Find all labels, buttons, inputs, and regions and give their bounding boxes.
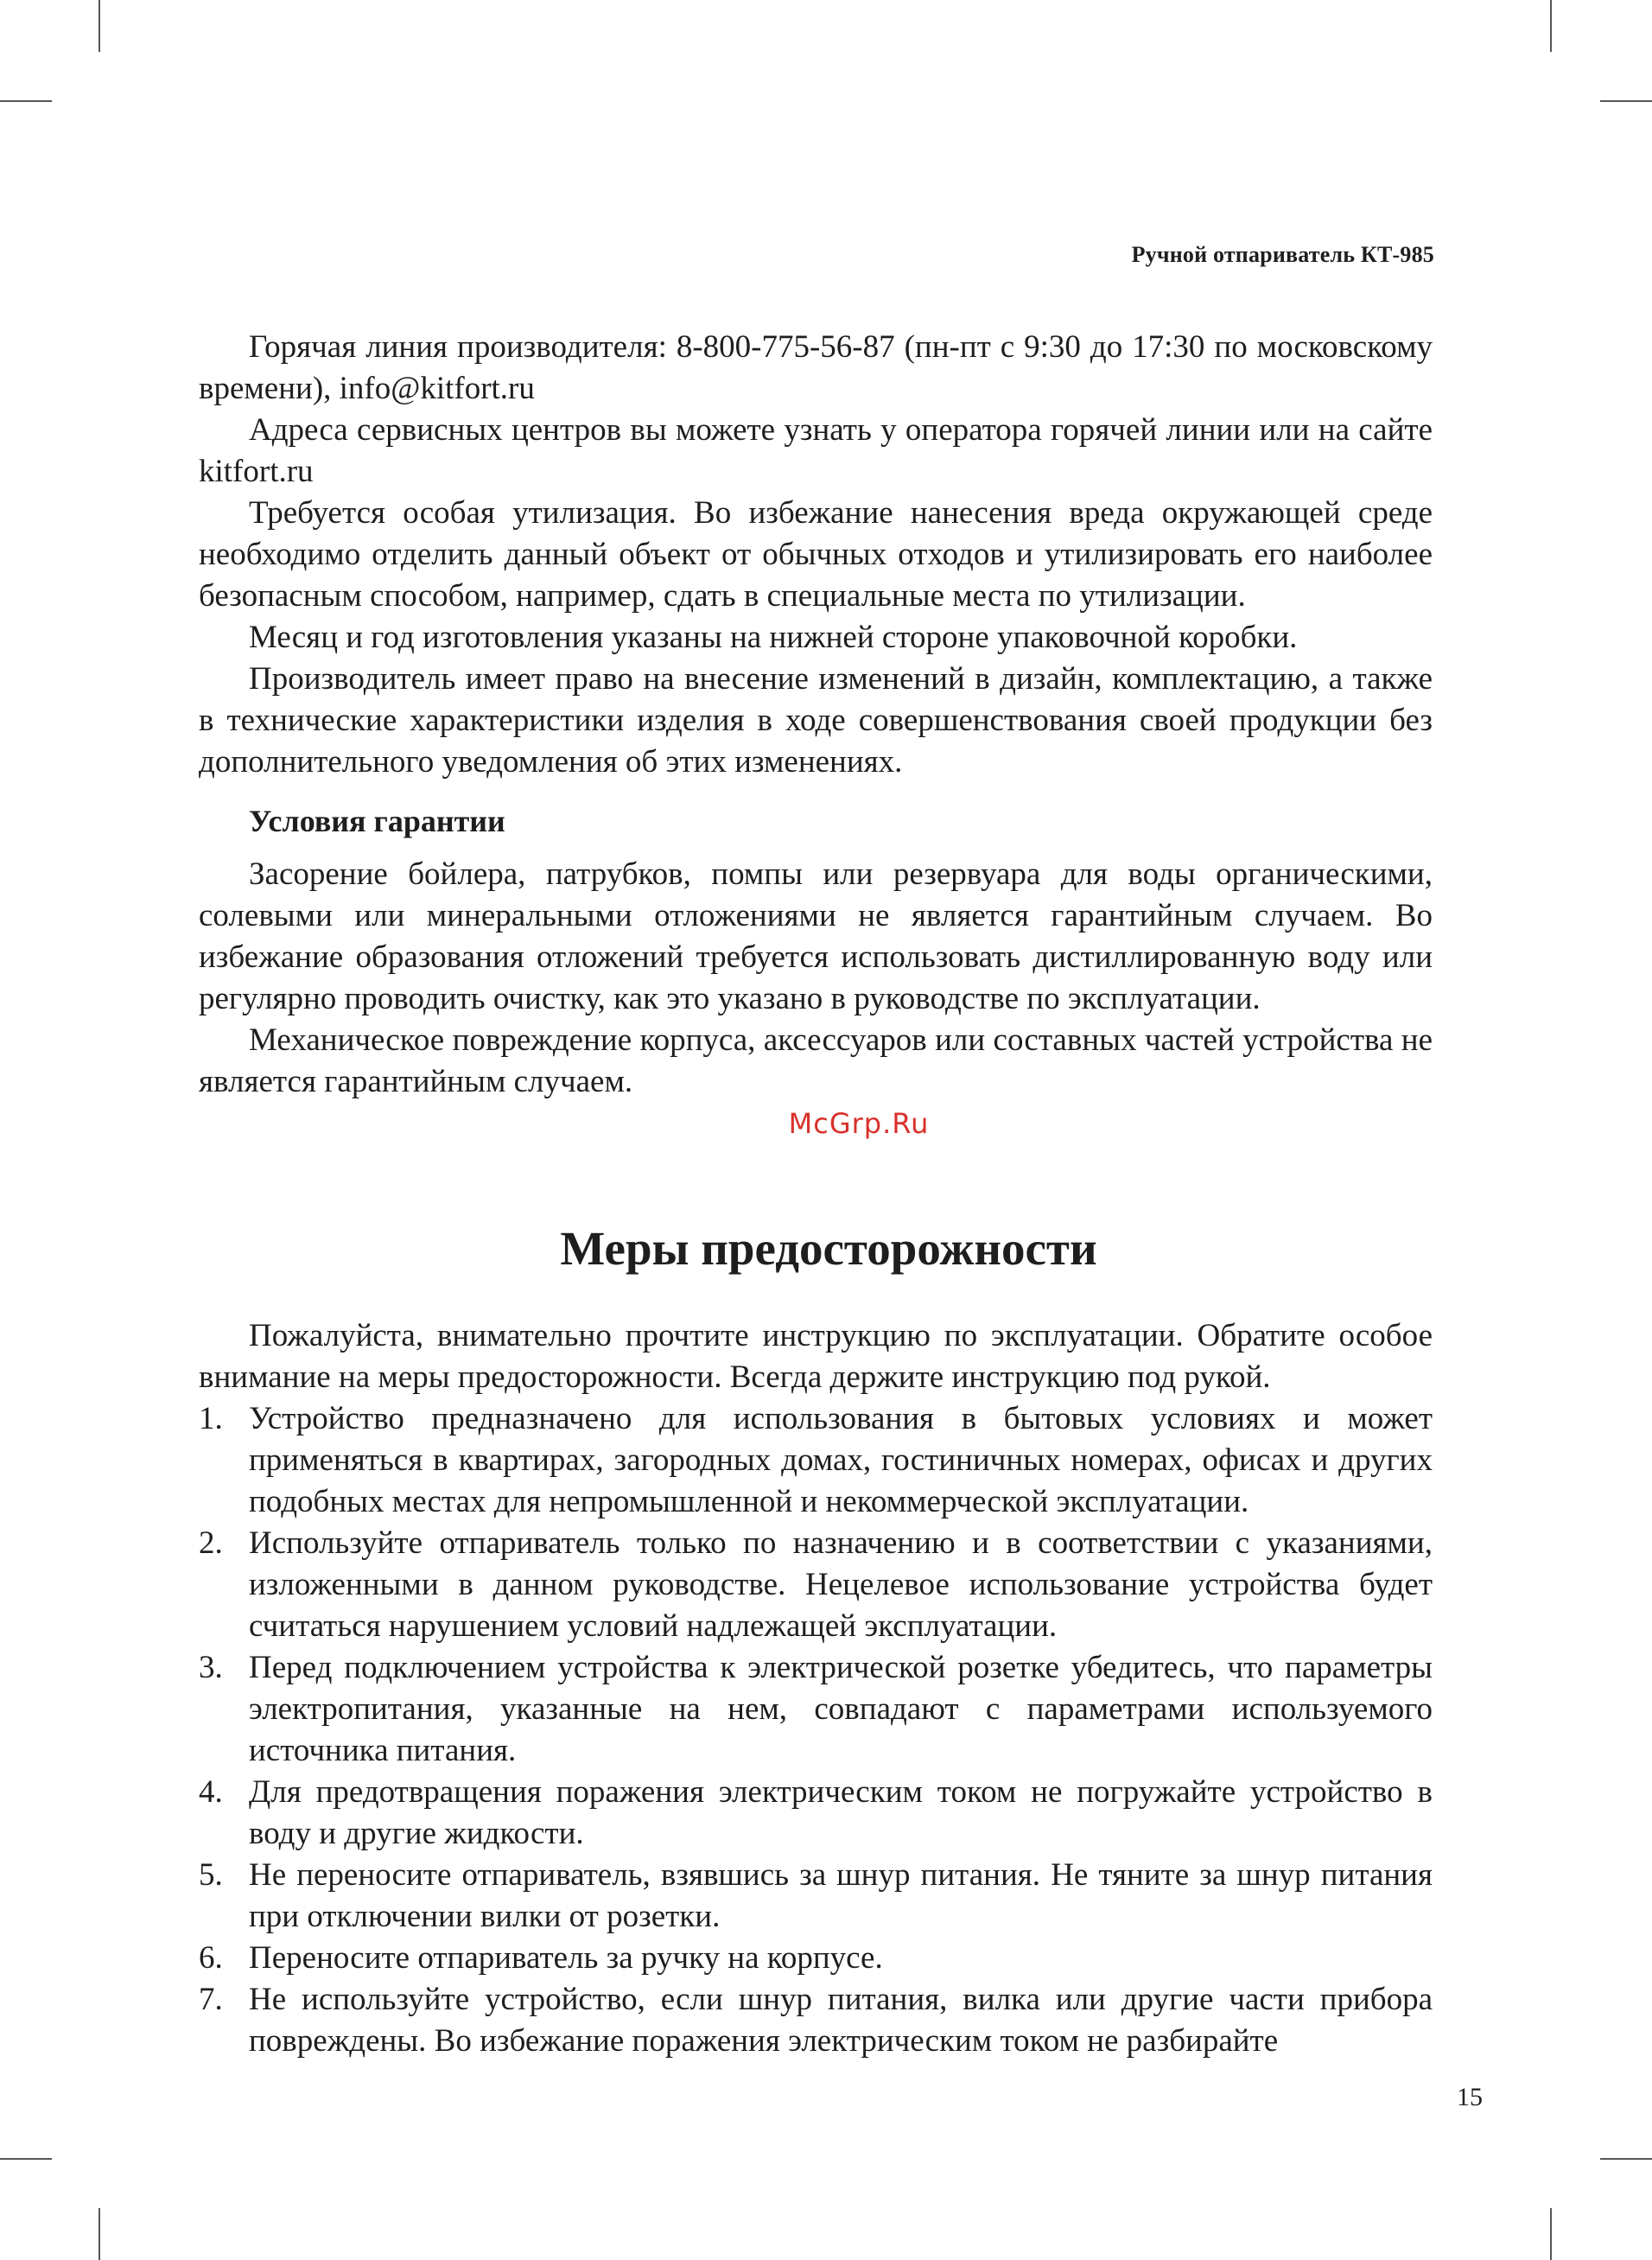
list-item-number: 7. — [199, 1982, 223, 2017]
crop-mark-right-bottom — [1600, 2158, 1652, 2160]
list-item-text: Устройство предназначено для использования в бытовых условиях и может применяться в квартирах, загородных домах, гостиничных номерах, офисах и других подобных местах для непромышленной и некоммерческой эксплуатации. — [249, 1401, 1433, 1519]
list-item-number: 6. — [199, 1940, 223, 1976]
crop-mark-right-top — [1600, 100, 1652, 102]
crop-mark-top-left — [98, 0, 100, 52]
page-content — [199, 327, 1433, 2062]
disposal-paragraph: Требуется особая утилизация. Во избежание нанесения вреда окружающей среде необходимо отделить данный объект от обычных отходов и утилизировать его наиболее безопасным способом, например, сдать в специальные места по утилизации. — [199, 495, 1433, 614]
warranty-heading: Условия гарантии — [249, 804, 505, 838]
list-item — [199, 1647, 1433, 1772]
list-item — [199, 1979, 1433, 2062]
running-header: Ручной отпариватель КТ-985 — [1131, 242, 1434, 267]
page-number: 15 — [1457, 2083, 1483, 2111]
list-item-text: Перед подключением устройства к электрической розетке убедитесь, что параметры электропитания, указанные на нем, совпадают с параметрами используемого источника питания. — [249, 1650, 1433, 1768]
warranty-paragraph-mechanical: Механическое повреждение корпуса, аксессуаров или составных частей устройства не является гарантийным случаем. — [199, 1022, 1433, 1099]
precautions-list — [199, 1398, 1433, 2062]
list-item-text: Переносите отпариватель за ручку на корпусе. — [249, 1940, 883, 1976]
manufacturer-rights-paragraph: Производитель имеет право на внесение изменений в дизайн, комплектацию, а также в технические характеристики изделия в ходе совершенствования своей продукции без дополнительного уведомления об этих изменениях. — [199, 661, 1433, 780]
hotline-paragraph: Горячая линия производителя: 8-800-775-56-87 (пн-пт с 9:30 до 17:30 по московскому времени), info@kitfort.ru — [199, 329, 1433, 406]
precautions-heading: Меры предосторожности — [560, 1222, 1097, 1275]
list-item-text: Не используйте устройство, если шнур питания, вилка или другие части прибора повреждены. Во избежание поражения электрическим током не разбирайте — [249, 1982, 1433, 2059]
list-item-text: Для предотвращения поражения электрическим током не погружайте устройство в воду и другие жидкости. — [249, 1774, 1433, 1851]
crop-mark-bottom-right — [1550, 2208, 1552, 2260]
crop-mark-left-top — [0, 100, 52, 102]
list-item — [199, 1938, 1433, 1979]
precautions-intro: Пожалуйста, внимательно прочтите инструкцию по эксплуатации. Обратите особое внимание на меры предосторожности. Всегда держите инструкцию под рукой. — [199, 1318, 1433, 1395]
list-item-number: 4. — [199, 1774, 223, 1810]
list-item-text: Не переносите отпариватель, взявшись за шнур питания. Не тяните за шнур питания при отключении вилки от розетки. — [249, 1857, 1433, 1934]
crop-mark-bottom-left — [98, 2208, 100, 2260]
warranty-paragraph-scale: Засорение бойлера, патрубков, помпы или резервуара для воды органическими, солевыми или минеральными отложениями не является гарантийным случаем. Во избежание образования отложений требуется использовать дистиллированную воду или регулярно проводить очистку, как это указано в руководстве по эксплуатации. — [199, 856, 1433, 1016]
crop-mark-left-bottom — [0, 2158, 52, 2160]
list-item-number: 1. — [199, 1401, 223, 1436]
list-item-text: Используйте отпариватель только по назначению и в соответствии с указаниями, изложенными в данном руководстве. Нецелевое использование устройства будет считаться нарушением условий надлежащей эксплуатации. — [249, 1525, 1433, 1644]
list-item-number: 2. — [199, 1525, 223, 1561]
manufacture-date-paragraph: Месяц и год изготовления указаны на нижней стороне упаковочной коробки. — [249, 620, 1298, 655]
crop-mark-top-right — [1550, 0, 1552, 52]
service-centers-paragraph: Адреса сервисных центров вы можете узнать у оператора горячей линии или на сайте kitfort.ru — [199, 412, 1433, 489]
list-item-number: 3. — [199, 1650, 223, 1685]
list-item-number: 5. — [199, 1857, 223, 1893]
list-item — [199, 1398, 1433, 1523]
list-item — [199, 1855, 1433, 1938]
list-item — [199, 1523, 1433, 1647]
watermark-logo: McGrp.Ru — [788, 1107, 930, 1140]
list-item — [199, 1772, 1433, 1855]
